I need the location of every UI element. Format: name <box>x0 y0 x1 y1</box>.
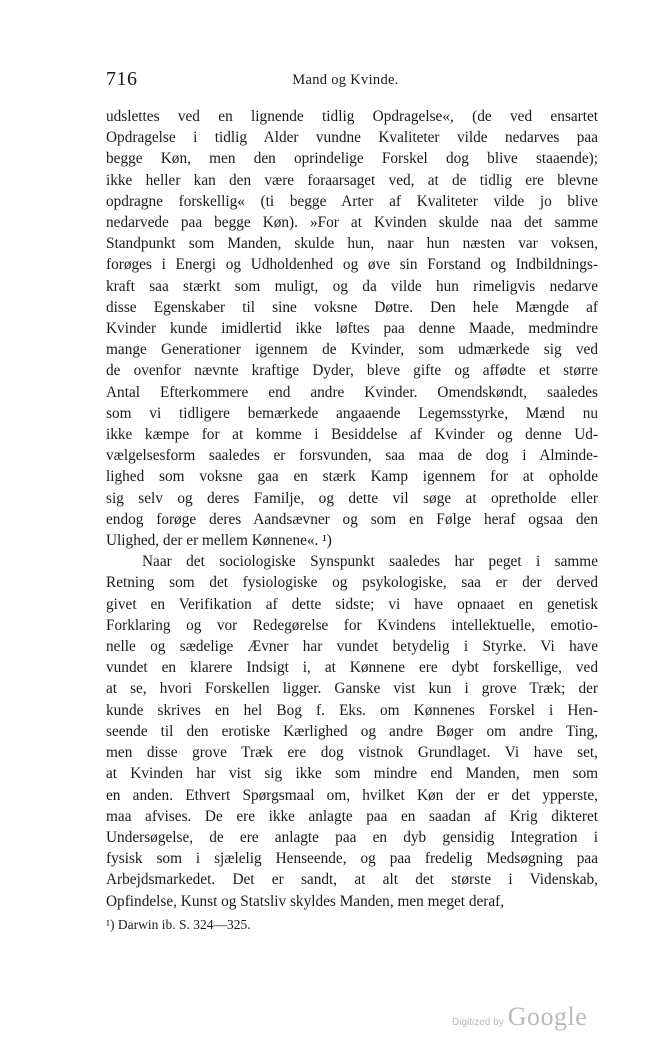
text-line: vundet en klarere Indsigt i, at Kønnene ere dybt forskellige, ved <box>106 659 598 677</box>
text-line: nelle og sædelige Ævner har vundet betydelig i Styrke. Vi have <box>106 638 598 656</box>
digitized-by-google-watermark <box>452 1002 587 1032</box>
text-line: de ovenfor nævnte kraftige Dyder, bleve gifte og affødte et større <box>106 362 598 380</box>
text-line: mange Generationer igennem de Kvinder, som udmærkede sig ved <box>106 341 598 359</box>
text-line: Undersøgelse, de ere anlagte paa en dyb gensidig Integration i <box>106 828 598 846</box>
text-line: seende til den erotiske Kærlighed og andre Bøger om andre Ting, <box>106 722 598 740</box>
text-line: Arbejdsmarkedet. Det er sandt, at alt det største i Videnskab, <box>106 871 598 889</box>
text-line: Opfindelse, Kunst og Statsliv skyldes Manden, men meget deraf, <box>106 892 505 910</box>
text-line: Forklaring og vor Redegørelse for Kvindens intellektuelle, emotio- <box>106 616 598 634</box>
paragraph-2 <box>106 551 598 911</box>
text-line: at se, hvori Forskellen ligger. Ganske vist kun i grove Træk; der <box>106 680 598 698</box>
text-line: opdragne forskellig« (ti begge Arter af Kvaliteter vilde jo blive <box>106 192 598 210</box>
text-line: endog forøge deres Aandsævner og som en Følge heraf ogsaa den <box>106 510 598 528</box>
text-line: Kvinder kunde imidlertid ikke løftes paa denne Maade, medmindre <box>106 320 598 338</box>
google-logo: Google <box>507 1002 588 1031</box>
text-line: kraft saa stærkt som muligt, og da vilde hun rimeligvis nedarve <box>106 277 598 295</box>
footnote: ¹) Darwin ib. S. 324—325. <box>106 917 251 932</box>
text-line: sig selv og deres Familje, og dette vil søge at opretholde eller <box>106 489 598 507</box>
text-line: maa afvises. De ere ikke anlagte paa en saadan af Krig dikteret <box>106 807 598 825</box>
text-line: nedarvede paa begge Køn). »For at Kvinden skulde naa det samme <box>106 214 598 232</box>
text-line: ikke heller kan den være foraarsaget ved, at de tidlig ere blevne <box>106 171 598 189</box>
text-line: Opdragelse i tidlig Alder vundne Kvaliteter vilde nedarves paa <box>106 129 598 147</box>
text-line: en anden. Ethvert Spørgsmaal om, hvilket Køn der er det ypperste, <box>106 786 598 804</box>
text-line: vælgelsesform saaledes er forsvunden, saa maa de dog i Alminde- <box>106 447 598 465</box>
page-number: 716 <box>106 68 138 90</box>
text-line: Retning som det fysiologiske og psykologiske, saa er der derved <box>106 574 598 592</box>
text-line: forøges i Energi og Udholdenhed og øve sin Forstand og Indbildnings- <box>106 256 598 274</box>
text-line: givet en Verifikation af dette sidste; vi have opnaaet en genetisk <box>106 595 598 613</box>
text-line: begge Køn, men den oprindelige Forskel dog blive staaende); <box>106 150 598 168</box>
paragraph-1 <box>106 106 598 551</box>
text-line: Ulighed, der er mellem Kønnene«. ¹) <box>106 532 332 550</box>
text-line: Standpunkt som Manden, skulde hun, naar hun næsten var voksen, <box>106 235 598 253</box>
text-line: Antal Efterkommere end andre Kvinder. Omendskøndt, saaledes <box>106 383 598 401</box>
text-line: lighed som voksne gaa en stærk Kamp igennem for at opholde <box>106 468 598 486</box>
text-line: men disse grove Træk ere dog vistnok Grundlaget. Vi have set, <box>106 744 598 762</box>
text-line: Naar det sociologiske Synspunkt saaledes har peget i samme <box>142 553 598 571</box>
text-line: som vi tidligere bemærkede angaaende Legemsstyrke, Mænd nu <box>106 404 598 422</box>
text-line: disse Egenskaber til sine voksne Døtre. Den hele Mængde af <box>106 298 598 316</box>
text-line: ikke kæmpe for at komme i Besiddelse af Kvinder og denne Ud- <box>106 426 598 444</box>
running-head: Mand og Kvinde. <box>292 72 399 88</box>
text-line: at Kvinden har vist sig ikke som mindre end Manden, men som <box>106 765 598 783</box>
body-text <box>106 106 598 912</box>
text-line: udslettes ved en lignende tidlig Opdragelse«, (de ved ensartet <box>106 108 598 125</box>
text-line: kunde skrives en hel Bog f. Eks. om Kønnenes Forskel i Hen- <box>106 701 598 719</box>
text-line: fysisk som i sjælelig Henseende, og paa fredelig Medsøgning paa <box>106 850 598 868</box>
watermark-prefix: Digitized by <box>452 1017 504 1028</box>
